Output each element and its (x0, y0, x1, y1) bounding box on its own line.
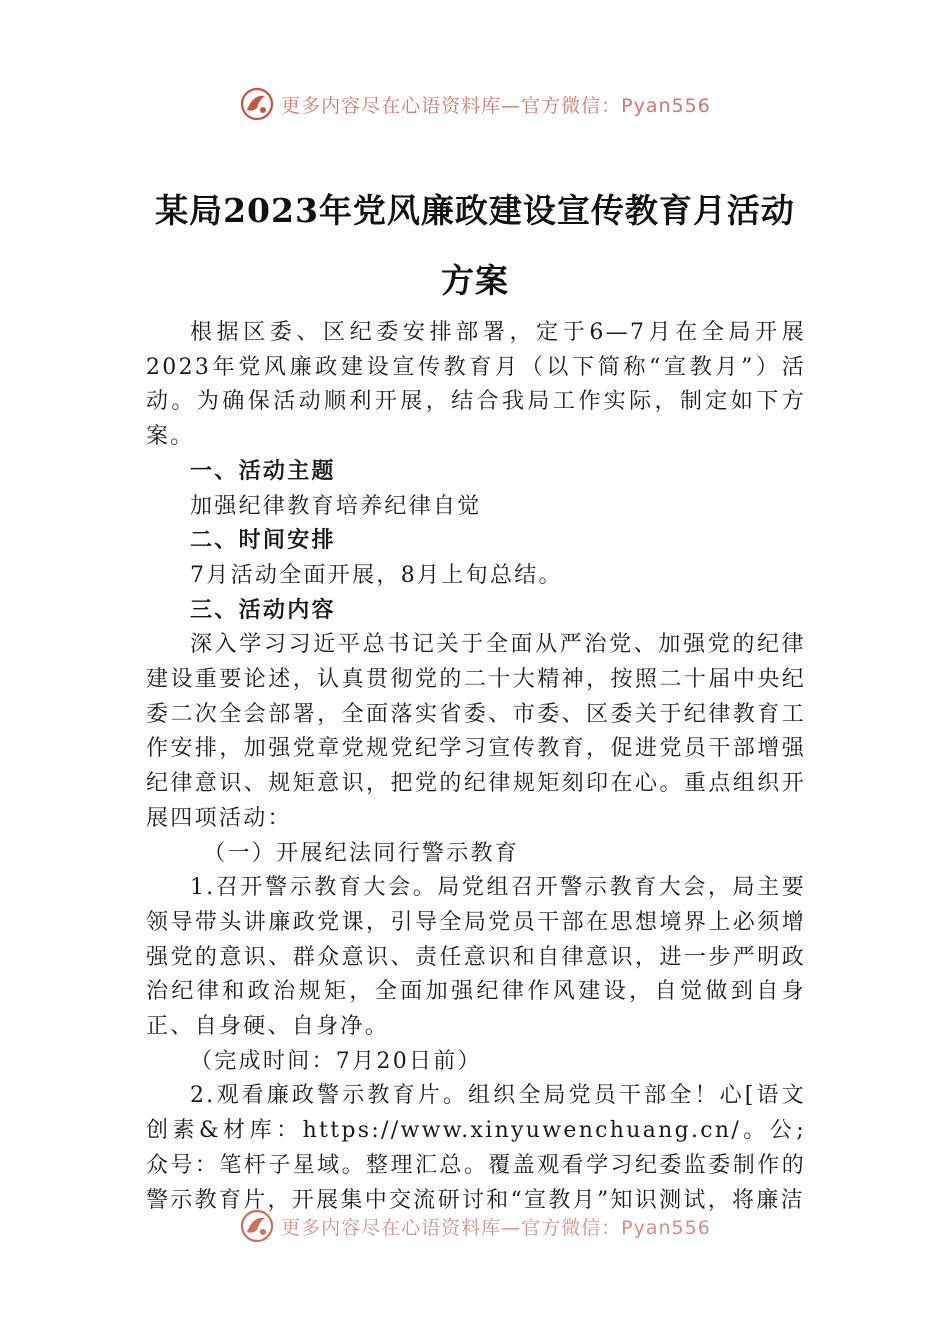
section-heading: 二、时间安排 (190, 528, 336, 554)
section-heading: 一、活动主题 (190, 458, 336, 484)
paragraph: 加强纪律教育培养纪律自觉 (190, 493, 482, 519)
section-heading: 三、活动内容 (190, 597, 336, 623)
watermark-text: 更多内容尽在心语资料库—官方微信：Pyan556 (281, 1216, 711, 1239)
paragraph: 1.召开警示教育大会。局党组召开警示教育大会，局主要领导带头讲廉政党课，引导全局党员干部在思想境界上必须增强党的意识、群众意识、责任意识和自律意识，进一步严明政治纪律和政治规矩，全面加强纪律作风建设，自觉做到自身正、自身硬、自身净。 (146, 875, 806, 1040)
paragraph: 深入学习习近平总书记关于全面从严治党、加强党的纪律建设重要论述，认真贯彻党的二十大精神，按照二十届中央纪委二次全会部署，全面落实省委、市委、区委关于纪律教育工作安排，加强党章党规党纪学习宣传教育，促进党员干部增强纪律意识、规矩意识，把党的纪律规矩刻印在心。重点组织开展四项活动： (146, 632, 806, 831)
brand-logo-icon (239, 86, 275, 122)
paragraph: （完成时间：7月20日前） (190, 1048, 482, 1074)
watermark-bottom (0, 1206, 950, 1246)
subsection-heading: （一）开展纪法同行警示教育 (203, 840, 520, 866)
watermark-top (0, 84, 950, 124)
document-title-line1: 某局2023年党风廉政建设宣传教育月活动 (155, 191, 795, 230)
document-title-line2: 方案 (441, 261, 509, 300)
paragraph: 7月活动全面开展，8月上旬总结。 (190, 562, 563, 588)
paragraph: 2.观看廉政警示教育片。组织全局党员干部全！心[语文创素&材库：https://www.xinyuwenchuang.cn/。公;众号：笔杆子星域。整理汇总。覆盖观看学习纪委监委制作的警示教育片，开展集中交流研讨和“宣教月”知识测试，将廉洁 (146, 1083, 806, 1213)
paragraph: 根据区委、区纪委安排部署，定于6—7月在全局开展2023年党风廉政建设宣传教育月（以下简称“宣教月”）活动。为确保活动顺利开展，结合我局工作实际，制定如下方案。 (146, 320, 806, 450)
brand-logo-icon (239, 1208, 275, 1244)
document-body (146, 316, 806, 1218)
watermark-text: 更多内容尽在心语资料库—官方微信：Pyan556 (281, 94, 711, 117)
